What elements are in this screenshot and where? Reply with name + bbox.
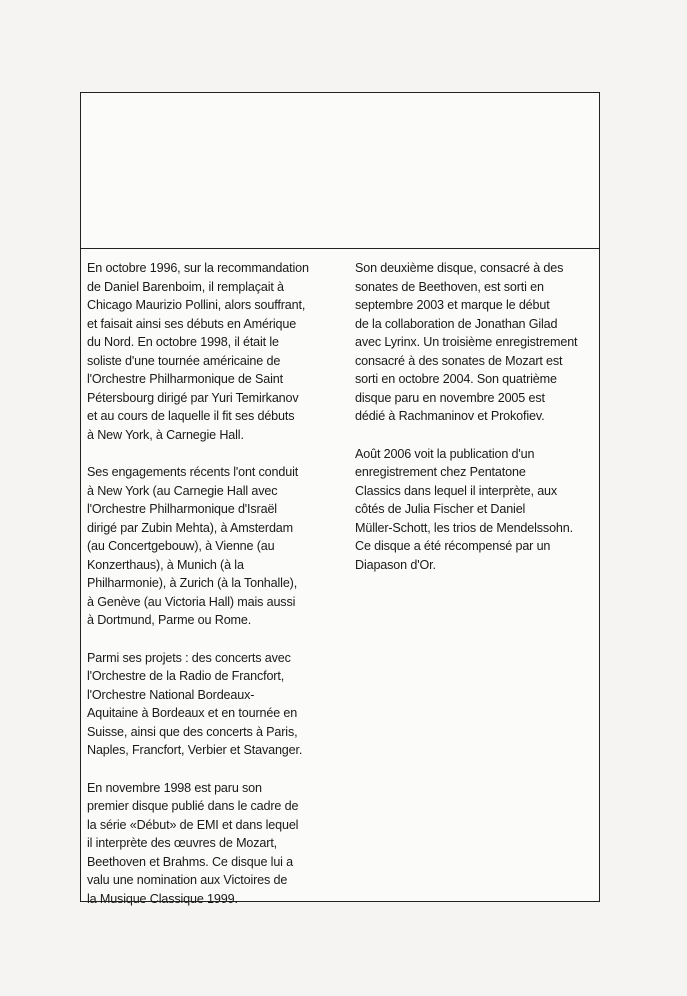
text-line: dirigé par Zubin Mehta), à Amsterdam — [87, 520, 293, 535]
text-line: sorti en octobre 2004. Son quatrième — [355, 372, 557, 386]
text-line: il interprète des œuvres de Mozart, — [87, 836, 278, 850]
text-line: de la collaboration de Jonathan Gilad — [355, 316, 558, 331]
left-paragraph-2 — [87, 463, 337, 630]
text-line: Suisse, ainsi que des concerts à Paris, — [87, 724, 298, 739]
text-line: Son deuxième disque, consacré à des — [355, 261, 564, 275]
left-paragraph-3 — [87, 649, 337, 760]
text-line: l'Orchestre Philharmonique d'Israël — [87, 502, 277, 516]
text-line: la Musique Classique 1999. — [87, 891, 238, 906]
text-line: l'Orchestre Philharmonique de Saint — [87, 372, 283, 386]
left-column — [87, 259, 337, 927]
left-paragraph-4 — [87, 779, 337, 909]
page-frame — [80, 92, 600, 906]
text-line: valu une nomination aux Victoires de — [87, 873, 288, 887]
text-line: dédié à Rachmaninov et Prokofiev. — [355, 409, 545, 423]
text-line: à Dortmund, Parme ou Rome. — [87, 613, 252, 627]
text-line: En octobre 1996, sur la recommandation — [87, 261, 309, 275]
text-line: Diapason d'Or. — [355, 557, 436, 572]
text-line: avec Lyrinx. Un troisième enregistrement — [355, 335, 578, 349]
text-line: la série «Début» de EMI et dans lequel — [87, 817, 299, 832]
text-line: enregistrement chez Pentatone — [355, 465, 526, 479]
header-box — [81, 93, 599, 249]
text-line: à Genève (au Victoria Hall) mais aussi — [87, 594, 296, 609]
text-line: Chicago Maurizio Pollini, alors souffrant, — [87, 298, 306, 312]
text-line: disque paru en novembre 2005 est — [355, 390, 545, 405]
text-line: consacré à des sonates de Mozart est — [355, 353, 563, 368]
text-line: En novembre 1998 est paru son — [87, 780, 262, 795]
text-line: du Nord. En octobre 1998, il était le — [87, 335, 279, 349]
text-line: Aquitaine à Bordeaux et en tournée en — [87, 706, 298, 720]
text-line: premier disque publié dans le cadre de — [87, 799, 299, 813]
right-paragraph-2 — [355, 445, 595, 575]
text-line: Philharmonie), à Zurich (à la Tonhalle), — [87, 576, 298, 590]
right-paragraph-1 — [355, 259, 595, 426]
text-line: Ses engagements récents l'ont conduit — [87, 465, 299, 479]
text-line: et au cours de laquelle il fit ses débuts — [87, 409, 295, 423]
text-line: l'Orchestre National Bordeaux- — [87, 687, 255, 702]
text-line: et faisait ainsi ses débuts en Amérique — [87, 316, 297, 331]
text-line: Parmi ses projets : des concerts avec — [87, 650, 291, 665]
text-line: Pétersbourg dirigé par Yuri Temirkanov — [87, 390, 299, 405]
text-line: à New York, à Carnegie Hall. — [87, 427, 244, 442]
text-line: Ce disque a été récompensé par un — [355, 539, 551, 553]
text-line: Naples, Francfort, Verbier et Stavanger. — [87, 743, 303, 757]
text-line: Beethoven et Brahms. Ce disque lui a — [87, 854, 294, 869]
text-line: à New York (au Carnegie Hall avec — [87, 483, 278, 498]
text-line: de Daniel Barenboim, il remplaçait à — [87, 279, 284, 294]
text-line: l'Orchestre de la Radio de Francfort, — [87, 669, 285, 683]
text-line: Août 2006 voit la publication d'un — [355, 446, 535, 461]
text-line: (au Concertgebouw), à Vienne (au — [87, 539, 275, 553]
text-line: Konzerthaus), à Munich (à la — [87, 557, 244, 572]
text-line: Classics dans lequel il interprète, aux — [355, 483, 558, 498]
right-column — [355, 259, 595, 593]
text-line: septembre 2003 et marque le début — [355, 298, 550, 312]
left-paragraph-1 — [87, 259, 337, 444]
text-line: soliste d'une tournée américaine de — [87, 353, 281, 368]
text-line: sonates de Beethoven, est sorti en — [355, 279, 544, 294]
text-line: Müller-Schott, les trios de Mendelssohn. — [355, 520, 573, 535]
text-line: côtés de Julia Fischer et Daniel — [355, 502, 526, 516]
